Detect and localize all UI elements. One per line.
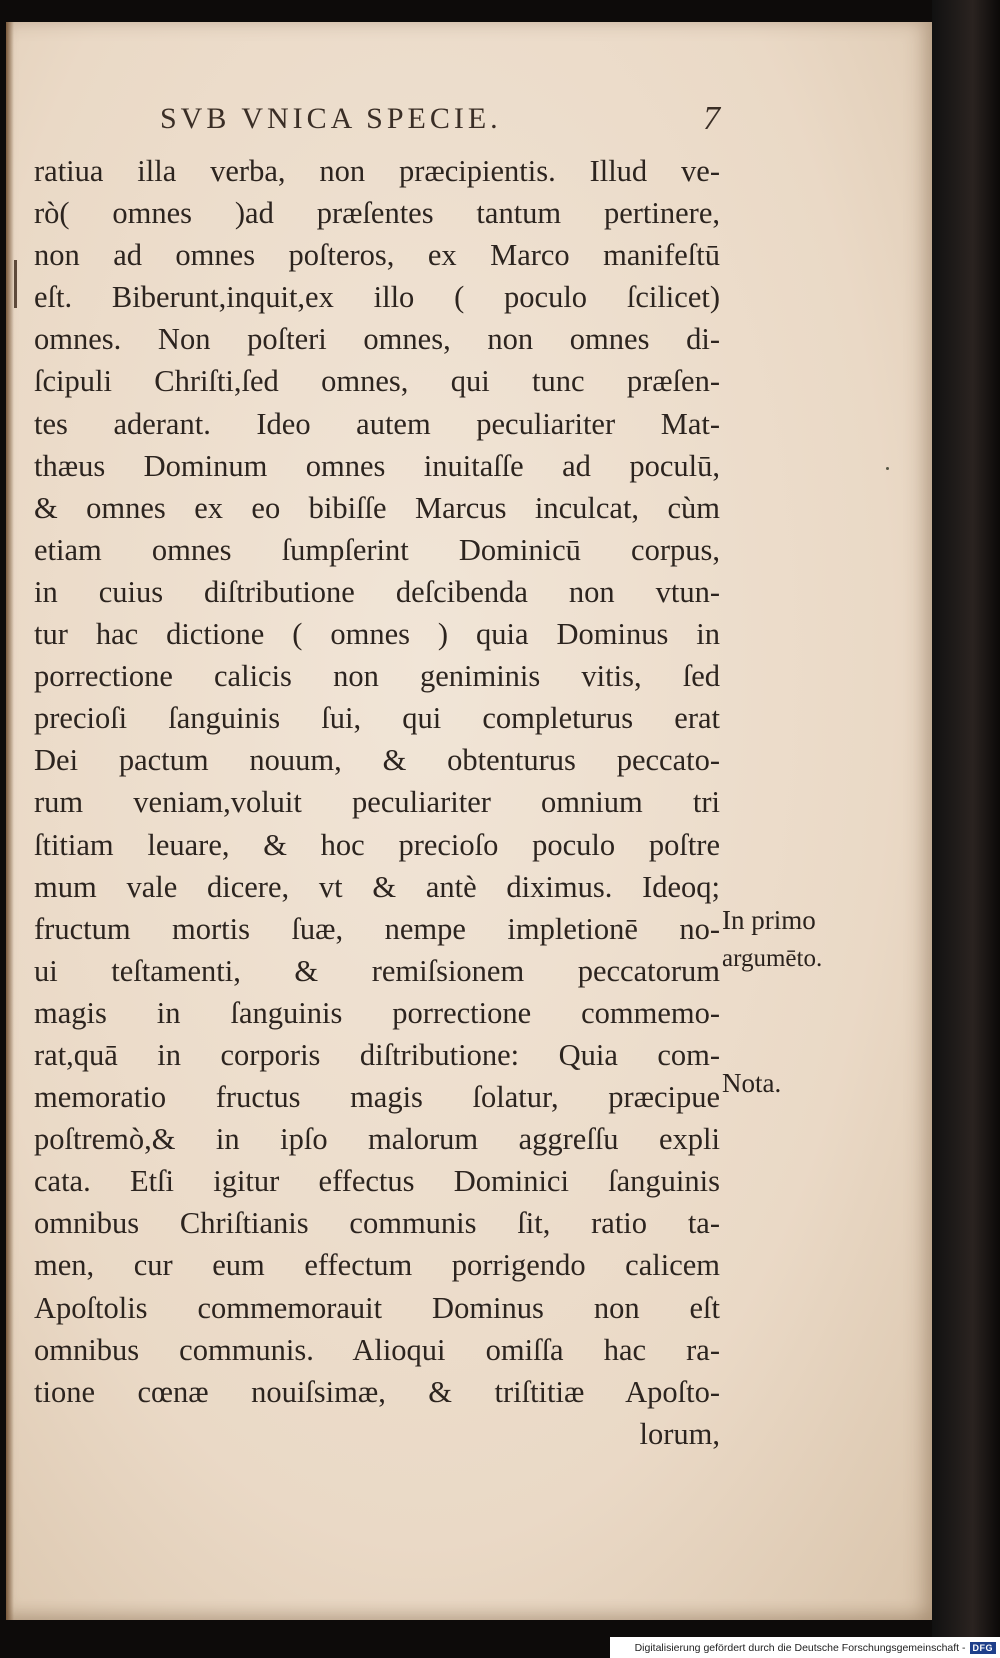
text-line: omnes. Non poſteri omnes, non omnes di- [34,322,720,357]
text-line: thæus Dominum omnes inuitaſſe ad poculū, [34,448,720,483]
gutter-shadow [6,22,14,1620]
text-line: tur hac dictione ( omnes ) quia Dominus in [34,617,720,652]
text-line: ſtitiam leuare, & hoc precioſo poculo poſtre [34,827,720,862]
text-line: men, cur eum effectum porrigendo calicem [34,1248,720,1283]
text-line: rò( omnes )ad præſentes tantum pertinere, [34,196,720,231]
text-line: Apoſtolis commemorauit Dominus non eſt [34,1290,720,1325]
digitization-footer [610,1637,1000,1658]
text-line: porrectione calicis non geniminis vitis, ſed [34,659,720,694]
margin-note-nota: Nota. [722,1068,782,1098]
text-line: & omnes ex eo bibiſſe Marcus inculcat, cùm [34,490,720,525]
text-line: Dei pactum nouum, & obtenturus peccato- [34,743,720,778]
text-line: fructum mortis ſuæ, nempe impletionē no- [34,911,720,946]
page-header [160,102,720,142]
text-line: eſt. Biberunt,inquit,ex illo ( poculo ſcilicet) [34,280,720,315]
margin-note-in-primo: In primo [722,905,816,935]
text-line: rat,quā in corporis diſtributione: Quia com- [34,1037,720,1072]
ink-mark [14,260,17,308]
text-line: tione cœnæ nouiſsimæ, & triſtitiæ Apoſto- [34,1374,720,1409]
body-text [34,150,720,1455]
text-line: precioſi ſanguinis ſui, qui completurus erat [34,701,720,736]
text-line: omnibus Chriſtianis communis ſit, ratio ta- [34,1206,720,1241]
text-line: cata. Etſi igitur effectus Dominici ſanguinis [34,1164,720,1199]
catchword: lorum, [639,1416,720,1451]
text-line: ſcipuli Chriſti,ſed omnes, qui tunc præſen- [34,364,720,399]
margin-note-argumento: argumēto. [722,945,823,972]
text-line: tes aderant. Ideo autem peculiariter Mat- [34,406,720,441]
scan-border [932,0,1000,1658]
text-line: non ad omnes poſteros, ex Marco manifeſtū [34,238,720,273]
paper-speck [886,467,889,470]
text-line: omnibus communis. Alioqui omiſſa hac ra- [34,1332,720,1367]
page-number: 7 [703,100,720,137]
text-line: ratiua illa verba, non præcipientis. Illud ve- [34,154,720,188]
text-line: magis in ſanguinis porrectione commemo- [34,995,720,1030]
text-line: mum vale dicere, vt & antè diximus. Ideoq; [34,869,720,904]
text-line: ui teſtamenti, & remiſsionem peccatorum [34,953,720,988]
text-line: memoratio fructus magis ſolatur, præcipue [34,1080,720,1115]
running-head: SVB VNICA SPECIE. [160,102,502,135]
text-line: in cuius diſtributione deſcibenda non vtun- [34,574,720,609]
text-line: etiam omnes ſumpſerint Dominicū corpus, [34,532,720,567]
text-line: poſtremò,& in ipſo malorum aggreſſu expli [34,1122,720,1157]
footer-text: Digitalisierung gefördert durch die Deutsche Forschungsgemeinschaft - [634,1641,966,1654]
text-line: rum veniam,voluit peculiariter omnium tri [34,785,720,820]
dfg-logo: DFG [970,1642,997,1654]
